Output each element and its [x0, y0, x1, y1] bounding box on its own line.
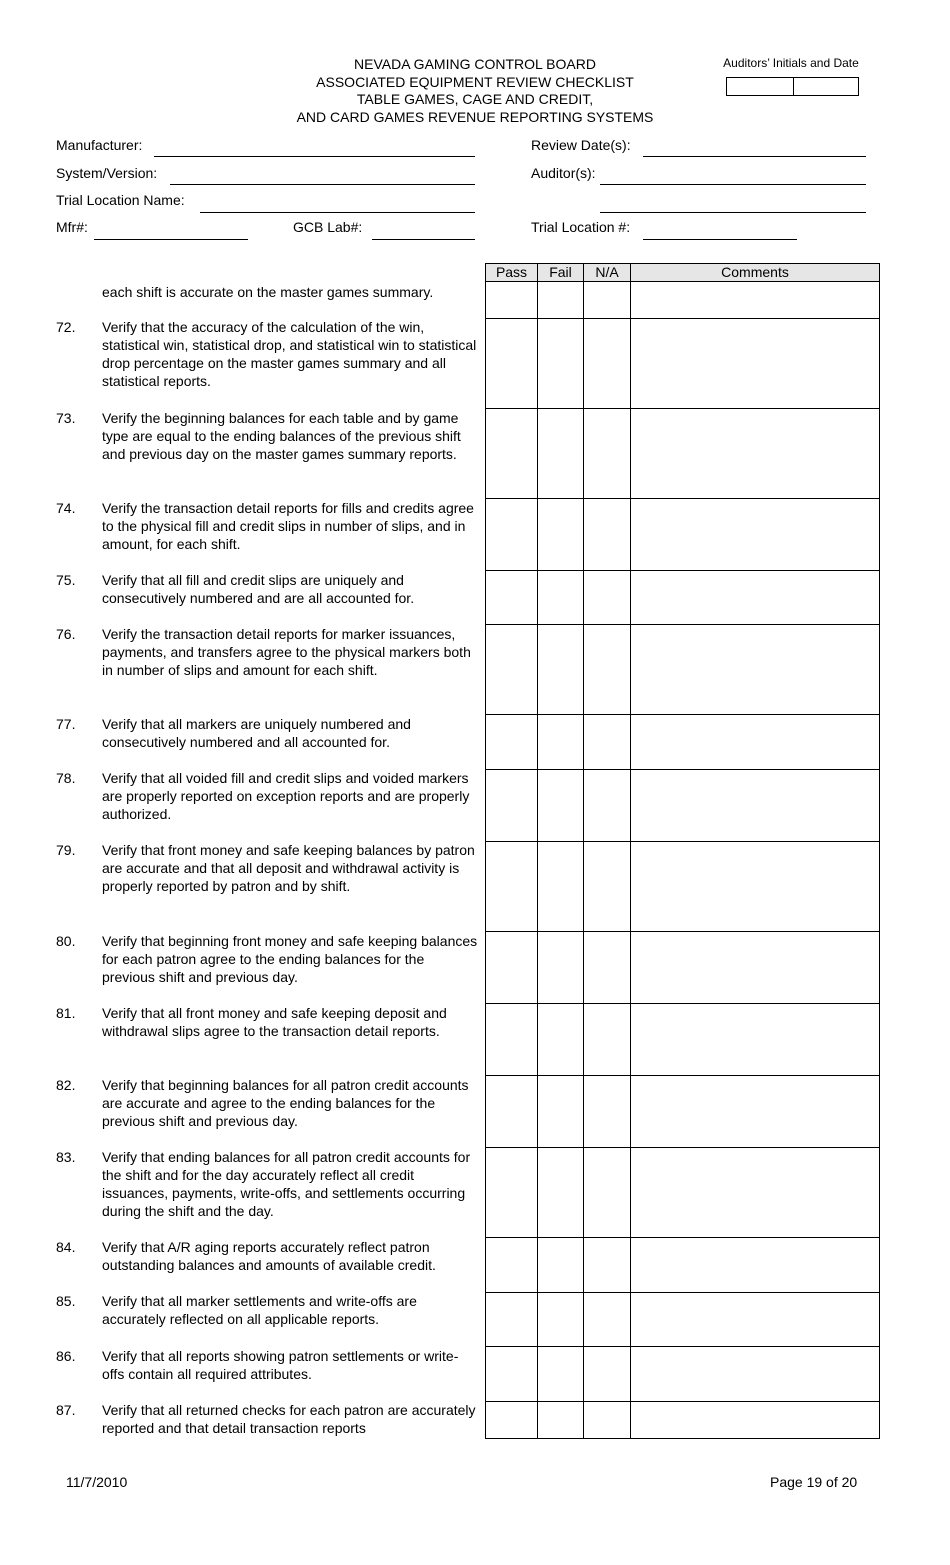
- grid-row-84: [486, 1238, 880, 1293]
- item-number: 78.: [56, 770, 76, 786]
- fail-cell[interactable]: [538, 1076, 584, 1148]
- pass-cell[interactable]: [486, 625, 538, 715]
- item-text: Verify that beginning balances for all patron credit accounts are accurate and agree to the ending balances for the previous shift and previous day.: [102, 1077, 469, 1129]
- item-text: Verify that all front money and safe keeping deposit and withdrawal slips agree to the transaction detail reports.: [102, 1005, 447, 1039]
- item-text: Verify that all fill and credit slips are uniquely and consecutively numbered and are all accounted for.: [102, 572, 415, 606]
- gcb-lab-number-label: GCB Lab#:: [293, 219, 363, 235]
- na-cell[interactable]: [584, 571, 631, 625]
- pass-cell[interactable]: [486, 1238, 538, 1293]
- item-text: Verify that all markers are uniquely numbered and consecutively numbered and all accounted for.: [102, 716, 411, 750]
- fail-cell[interactable]: [538, 571, 584, 625]
- item-number: 72.: [56, 319, 76, 335]
- fail-cell[interactable]: [538, 1347, 584, 1402]
- title-line-4: AND CARD GAMES REVENUE REPORTING SYSTEMS: [296, 108, 654, 125]
- grid-row-79: [486, 842, 880, 932]
- trial-location-number-field[interactable]: [643, 239, 797, 240]
- fail-cell[interactable]: [538, 409, 584, 499]
- pass-cell[interactable]: [486, 1347, 538, 1402]
- item-number: 74.: [56, 500, 76, 516]
- na-header: N/A: [584, 264, 631, 282]
- comments-cell[interactable]: [631, 1238, 880, 1293]
- item-number: 82.: [56, 1077, 76, 1093]
- item-text: Verify that ending balances for all patron credit accounts for the shift and for the day accurately reflect all credit issuances, payments, write-offs, and settlements occurring during the shift and the day.: [102, 1149, 471, 1219]
- grid-row-80: [486, 932, 880, 1004]
- fail-cell[interactable]: [538, 1148, 584, 1238]
- grid-row-81: [486, 1004, 880, 1076]
- grid-row-75: [486, 571, 880, 625]
- na-cell[interactable]: [584, 1238, 631, 1293]
- fail-cell[interactable]: [538, 1004, 584, 1076]
- grid-row-78: [486, 770, 880, 842]
- fail-cell[interactable]: [538, 1238, 584, 1293]
- review-dates-field[interactable]: [643, 156, 866, 157]
- comments-cell[interactable]: [631, 409, 880, 499]
- comments-cell[interactable]: [631, 932, 880, 1004]
- na-cell[interactable]: [584, 319, 631, 409]
- na-cell[interactable]: [584, 715, 631, 770]
- item-number: 87.: [56, 1402, 76, 1418]
- item-text: Verify that all returned checks for each patron are accurately reported and that detail transaction reports: [102, 1402, 476, 1436]
- fail-cell[interactable]: [538, 1402, 584, 1439]
- na-cell[interactable]: [584, 770, 631, 842]
- pass-cell[interactable]: [486, 1402, 538, 1439]
- comments-cell[interactable]: [631, 1148, 880, 1238]
- review-dates-label: Review Date(s):: [531, 137, 631, 153]
- fail-cell[interactable]: [538, 625, 584, 715]
- item-text: Verify that all reports showing patron settlements or write-offs contain all required attributes.: [102, 1348, 459, 1382]
- item-text: Verify that beginning front money and safe keeping balances for each patron agree to the ending balances for the previous shift and previous day.: [102, 933, 478, 985]
- pass-cell[interactable]: [486, 1293, 538, 1347]
- comments-cell[interactable]: [631, 770, 880, 842]
- item-number: 73.: [56, 410, 76, 426]
- fail-cell[interactable]: [538, 1293, 584, 1347]
- fail-cell[interactable]: [538, 319, 584, 409]
- auditors-initials-box[interactable]: [726, 77, 859, 96]
- title-line-2: ASSOCIATED EQUIPMENT REVIEW CHECKLIST: [316, 73, 634, 90]
- mfr-number-label: Mfr#:: [56, 219, 88, 235]
- comments-cell[interactable]: [631, 1293, 880, 1347]
- pass-cell[interactable]: [486, 1148, 538, 1238]
- pass-cell[interactable]: [486, 319, 538, 409]
- grid-row-73: [486, 409, 880, 499]
- auditors-field-2[interactable]: [600, 212, 866, 213]
- pass-cell[interactable]: [486, 409, 538, 499]
- comments-cell[interactable]: [631, 499, 880, 571]
- item-number: 80.: [56, 933, 76, 949]
- comments-cell[interactable]: [631, 571, 880, 625]
- grid-row-83: [486, 1148, 880, 1238]
- na-cell[interactable]: [584, 1402, 631, 1439]
- comments-cell[interactable]: [631, 282, 880, 319]
- title-line-1: NEVADA GAMING CONTROL BOARD: [354, 56, 596, 72]
- grid-row-72: [486, 319, 880, 409]
- pass-cell[interactable]: [486, 770, 538, 842]
- trial-location-name-field[interactable]: [200, 212, 475, 213]
- na-cell[interactable]: [584, 1076, 631, 1148]
- grid-row-76: [486, 625, 880, 715]
- system-version-field[interactable]: [170, 184, 475, 185]
- item-number: 85.: [56, 1293, 76, 1309]
- item-number: 76.: [56, 626, 76, 642]
- item-number: 84.: [56, 1239, 76, 1255]
- item-number: 86.: [56, 1348, 76, 1364]
- fail-cell[interactable]: [538, 715, 584, 770]
- auditors-label: Auditor(s):: [531, 165, 596, 181]
- auditors-field[interactable]: [600, 184, 866, 185]
- footer-date: 11/7/2010: [66, 1474, 128, 1490]
- item-number: 75.: [56, 572, 76, 588]
- na-cell[interactable]: [584, 499, 631, 571]
- mfr-number-field[interactable]: [94, 239, 248, 240]
- comments-cell[interactable]: [631, 1347, 880, 1402]
- comments-cell[interactable]: [631, 319, 880, 409]
- auditors-initials-label: Auditors’ Initials and Date: [723, 56, 859, 70]
- grid-row-87: [486, 1402, 880, 1439]
- item-text: Verify that all marker settlements and write-offs are accurately reflected on all applicable reports.: [102, 1293, 417, 1327]
- fail-cell[interactable]: [538, 770, 584, 842]
- grid-row-continuation: [486, 282, 880, 319]
- na-cell[interactable]: [584, 1293, 631, 1347]
- item-number: 81.: [56, 1005, 76, 1021]
- na-cell[interactable]: [584, 932, 631, 1004]
- item-text: Verify the transaction detail reports for marker issuances, payments, and transfers agree to the physical markers both in number of slips and amount for each shift.: [102, 626, 471, 678]
- na-cell[interactable]: [584, 842, 631, 932]
- gcb-lab-number-field[interactable]: [372, 239, 475, 240]
- pass-cell[interactable]: [486, 715, 538, 770]
- fail-cell[interactable]: [538, 932, 584, 1004]
- comments-cell[interactable]: [631, 625, 880, 715]
- checklist-grid: [485, 263, 880, 1439]
- comments-cell[interactable]: [631, 715, 880, 770]
- item-number: 77.: [56, 716, 76, 732]
- title-line-3: TABLE GAMES, CAGE AND CREDIT,: [356, 91, 594, 107]
- pass-cell[interactable]: [486, 1004, 538, 1076]
- comments-cell[interactable]: [631, 1076, 880, 1148]
- trial-location-name-label: Trial Location Name:: [56, 192, 185, 208]
- trial-location-number-label: Trial Location #:: [531, 219, 631, 235]
- comments-header: Comments: [631, 264, 880, 282]
- grid-row-74: [486, 499, 880, 571]
- system-version-label: System/Version:: [56, 165, 158, 181]
- manufacturer-label: Manufacturer:: [56, 137, 143, 153]
- fail-cell[interactable]: [538, 499, 584, 571]
- item-number: 79.: [56, 842, 76, 858]
- item-text: each shift is accurate on the master games summary.: [102, 284, 434, 300]
- pass-header: Pass: [486, 264, 538, 282]
- item-text: Verify that all voided fill and credit slips and voided markers are properly reported on exception reports and are properly authorized.: [102, 770, 470, 822]
- item-text: Verify the beginning balances for each table and by game type are equal to the ending balances of the previous shift and previous day on the master games summary reports.: [102, 410, 461, 462]
- comments-cell[interactable]: [631, 842, 880, 932]
- na-cell[interactable]: [584, 625, 631, 715]
- na-cell[interactable]: [584, 282, 631, 319]
- item-text: Verify that front money and safe keeping balances by patron are accurate and that all deposit and withdrawal activity is properly reported by patron and by shift.: [102, 842, 475, 894]
- footer-page-number: Page 19 of 20: [770, 1474, 858, 1490]
- pass-cell[interactable]: [486, 282, 538, 319]
- pass-cell[interactable]: [486, 571, 538, 625]
- item-text: Verify the transaction detail reports for fills and credits agree to the physical fill and credit slips in number of slips, and in amount, for each shift.: [102, 500, 474, 552]
- fail-cell[interactable]: [538, 842, 584, 932]
- fail-cell[interactable]: [538, 282, 584, 319]
- grid-row-86: [486, 1347, 880, 1402]
- pass-cell[interactable]: [486, 842, 538, 932]
- comments-cell[interactable]: [631, 1402, 880, 1439]
- pass-cell[interactable]: [486, 932, 538, 1004]
- na-cell[interactable]: [584, 1004, 631, 1076]
- pass-cell[interactable]: [486, 499, 538, 571]
- na-cell[interactable]: [584, 409, 631, 499]
- item-text: Verify that the accuracy of the calculation of the win, statistical win, statistical drop, and statistical win to statistical drop percentage on the master games summary and all statistical reports.: [102, 319, 477, 389]
- na-cell[interactable]: [584, 1347, 631, 1402]
- grid-row-77: [486, 715, 880, 770]
- grid-header-row: [486, 264, 880, 282]
- item-number: 83.: [56, 1149, 76, 1165]
- grid-row-82: [486, 1076, 880, 1148]
- item-text: Verify that A/R aging reports accurately reflect patron outstanding balances and amounts of available credit.: [102, 1239, 436, 1273]
- document-title: [270, 56, 680, 126]
- fail-header: Fail: [538, 264, 584, 282]
- grid-row-85: [486, 1293, 880, 1347]
- na-cell[interactable]: [584, 1148, 631, 1238]
- pass-cell[interactable]: [486, 1076, 538, 1148]
- comments-cell[interactable]: [631, 1004, 880, 1076]
- manufacturer-field[interactable]: [154, 156, 475, 157]
